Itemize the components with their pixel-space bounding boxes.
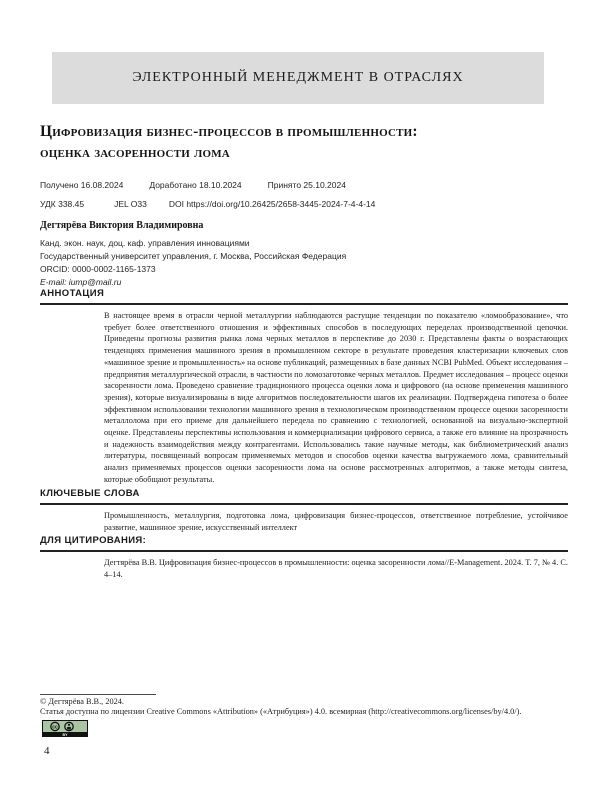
abstract-heading: АННОТАЦИЯ xyxy=(40,288,568,305)
svg-text:cc: cc xyxy=(52,724,58,731)
article-title-line2: оценка засоренности лома xyxy=(40,144,230,161)
codes-row xyxy=(40,199,375,209)
dates-row xyxy=(40,180,372,190)
citation-section xyxy=(40,535,568,580)
keywords-section xyxy=(40,488,568,533)
jel-code: JEL O33 xyxy=(114,199,147,209)
keywords-heading: КЛЮЧЕВЫЕ СЛОВА xyxy=(40,488,568,505)
article-title xyxy=(40,121,580,163)
section-banner-text: ЭЛЕКТРОННЫЙ МЕНЕДЖМЕНТ В ОТРАСЛЯХ xyxy=(132,70,464,85)
abstract-text: В настоящее время в отрасли черной металлургии наблюдаются растущие тенденции по показателю «ломообразование», что требует более ответственного отношения и эффективных способов в последующих переделах производственной цепочки. Приведены прогнозы развития рынка лома черных металлов в перспективе до 2030 г. Представлены факты о возрастающих тенденциях применения машинного зрения в промышленном секторе в результате проведения кластеризации ключевых слов «машинное зрение и промышленность» на основе публикаций, размещенных в базе данных NCBI PubMed. Объект исследования – предприятия металлургической отрасли, в частности по ломозаготовке черных металлов. Предмет исследования – процесс оценки засоренности лома. Проведено сравнение традиционного процесса оценки лома и цифрового (на основе применения машинного зрения), которые визуализированы в виде алгоритмов последовательности шагов их реализации. Подтверждена гипотеза о более эффективном использовании технологии машинного зрения в технологическом производственном процессе оценки засоренности металлолома при его приеме для дальнейшего передела по сравнению с технологией, основанной на визуально-экспертной оценке. Представлены перспективы использования и коммерциализации цифрового сервиса, а также его влияние на прозрачность и надежность взаимодействия между контрагентами. Использовались такие научные методы, как библиометрический анализ литературы, посвященный вопросам применяемых методов и способов оценки качества выгружаемого лома, сравнительный анализ применяемых процессов оценки засоренности лома на основе рассмотренных алгоритмов, а также методы синтеза, которые обобщают результаты. xyxy=(104,311,568,484)
keywords-text: Промышленность, металлургия, подготовка лома, цифровизация бизнес-процессов, ответственное потребление, устойчивое развитие, машинное зрение, искусственный интеллект xyxy=(104,511,568,532)
author-name: Дегтярёва Виктория Владимировна xyxy=(40,220,204,231)
article-title-line1: Цифровизация бизнес-процессов в промышленности: xyxy=(40,123,418,140)
footnote-divider xyxy=(40,694,156,695)
citation-text: Дегтярёва В.В. Цифровизация бизнес-процессов в промышленности: оценка засоренности лома//E-Management. 2024. Т. 7, № 4. С. 4–14. xyxy=(104,558,568,579)
license-text[interactable]: Статья доступна по лицензии Creative Commons «Attribution» («Атрибуция») 4.0. всемирная (http://creativecommons.org/licenses/by/4.0/). xyxy=(40,707,522,716)
doi-link[interactable]: DOI https://doi.org/10.26425/2658-3445-2024-7-4-4-14 xyxy=(168,199,376,209)
received-date: Получено 16.08.2024 xyxy=(40,180,124,190)
badge-label: BY xyxy=(62,733,68,737)
author-details xyxy=(40,237,346,289)
copyright-text: © Дегтярёва В.В., 2024. xyxy=(40,697,124,706)
author-orcid: ORCID: 0000-0002-1165-1373 xyxy=(40,264,156,274)
page-number: 4 xyxy=(44,745,50,757)
section-banner xyxy=(52,52,544,104)
author-degree: Канд. экон. наук, доц. каф. управления инновациями xyxy=(40,238,250,248)
accepted-date: Принято 25.10.2024 xyxy=(267,180,346,190)
cc-by-badge[interactable] xyxy=(42,720,88,737)
author-affiliation: Государственный университет управления, г. Москва, Российская Федерация xyxy=(40,251,347,261)
cc-by-badge-graphic xyxy=(42,720,88,737)
citation-heading: ДЛЯ ЦИТИРОВАНИЯ: xyxy=(40,535,568,552)
author-email[interactable]: E-mail: iump@mail.ru xyxy=(40,277,122,287)
abstract-section xyxy=(40,288,568,486)
udc-code: УДК 338.45 xyxy=(40,199,85,209)
revised-date: Доработано 18.10.2024 xyxy=(149,180,242,190)
